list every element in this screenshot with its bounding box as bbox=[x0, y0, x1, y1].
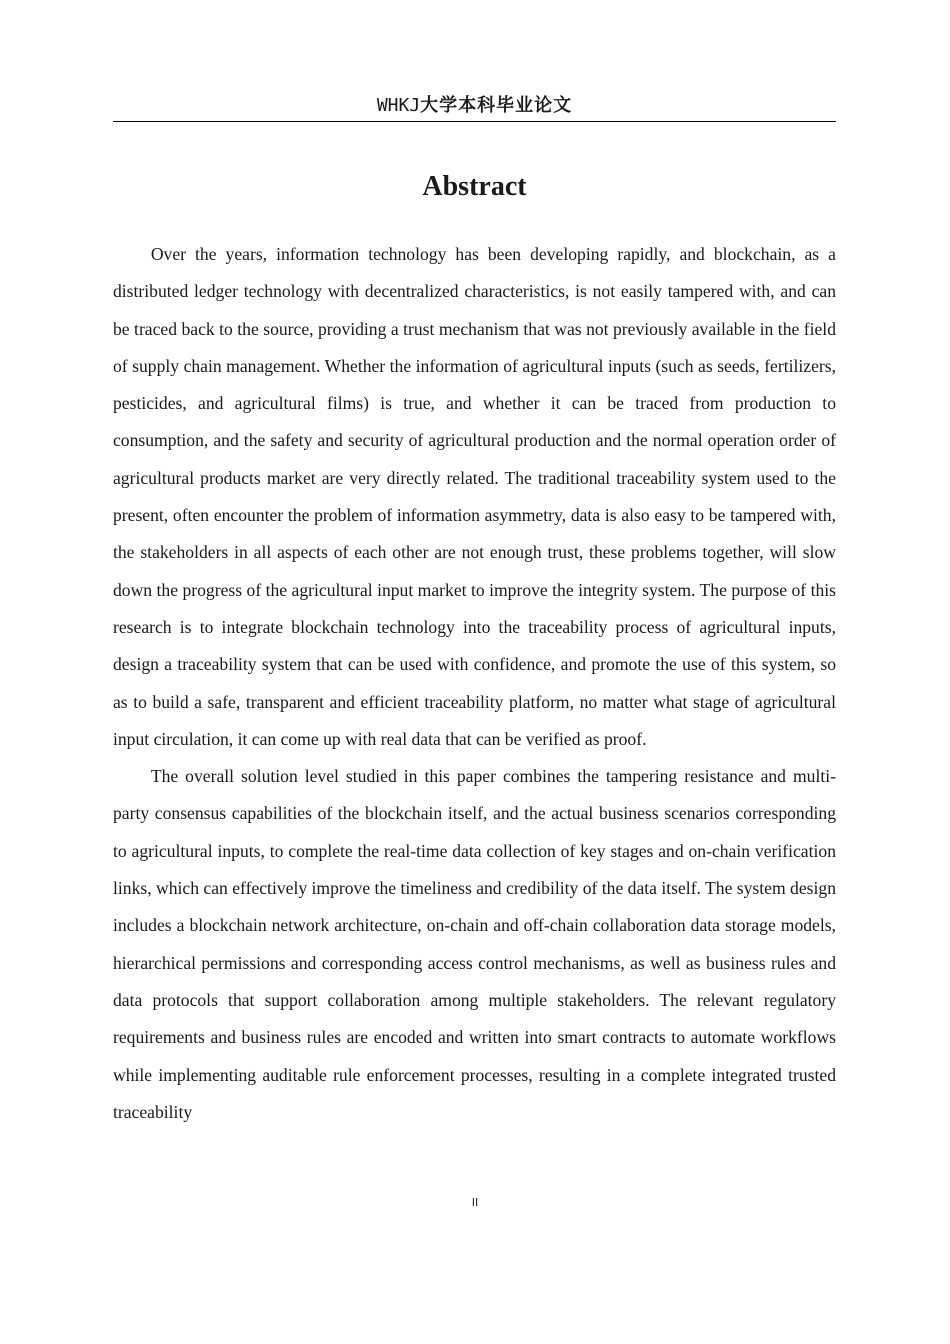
header-university-code: WHKJ bbox=[376, 95, 421, 116]
abstract-paragraph-2: The overall solution level studied in this paper combines the tampering resistance and multi-party consensus capabilities of the blockchain itself, and the actual business scenarios corresponding to agricultural inputs, to complete the real-time data collection of key stages and on-chain verification links, which can effectively improve the timeliness and credibility of the data itself. The system design includes a blockchain network architecture, on-chain and off-chain collaboration data storage models, hierarchical permissions and corresponding access control mechanisms, as well as business rules and data protocols that support collaboration among multiple stakeholders. The relevant regulatory requirements and business rules are encoded and written into smart contracts to automate workflows while implementing auditable rule enforcement processes, resulting in a complete integrated trusted traceability bbox=[113, 766, 836, 1122]
page-number: II bbox=[471, 1196, 479, 1209]
page-header bbox=[113, 93, 836, 122]
abstract-paragraph-1: Over the years, information technology has been developing rapidly, and blockchain, as a distributed ledger technology with decentralized characteristics, is not easily tampered with, and can be traced back to the source, providing a trust mechanism that was not previously available in the field of supply chain management. Whether the information of agricultural inputs (such as seeds, fertilizers, pesticides, and agricultural films) is true, and whether it can be traced from production to consumption, and the safety and security of agricultural production and the normal operation order of agricultural products market are very directly related. The traditional traceability system used to the present, often encounter the problem of information asymmetry, data is also easy to be tampered with, the stakeholders in all aspects of each other are not enough trust, these problems together, will slow down the progress of the agricultural input market to improve the integrity system. The purpose of this research is to integrate blockchain technology into the traceability process of agricultural inputs, design a traceability system that can be used with confidence, and promote the use of this system, so as to build a safe, transparent and efficient traceability platform, no matter what stage of agricultural input circulation, it can come up with real data that can be verified as proof. bbox=[113, 244, 836, 749]
abstract-body bbox=[113, 236, 836, 1131]
header-thesis-label: 大学本科毕业论文 bbox=[420, 95, 573, 116]
abstract-title: Abstract bbox=[422, 171, 527, 202]
